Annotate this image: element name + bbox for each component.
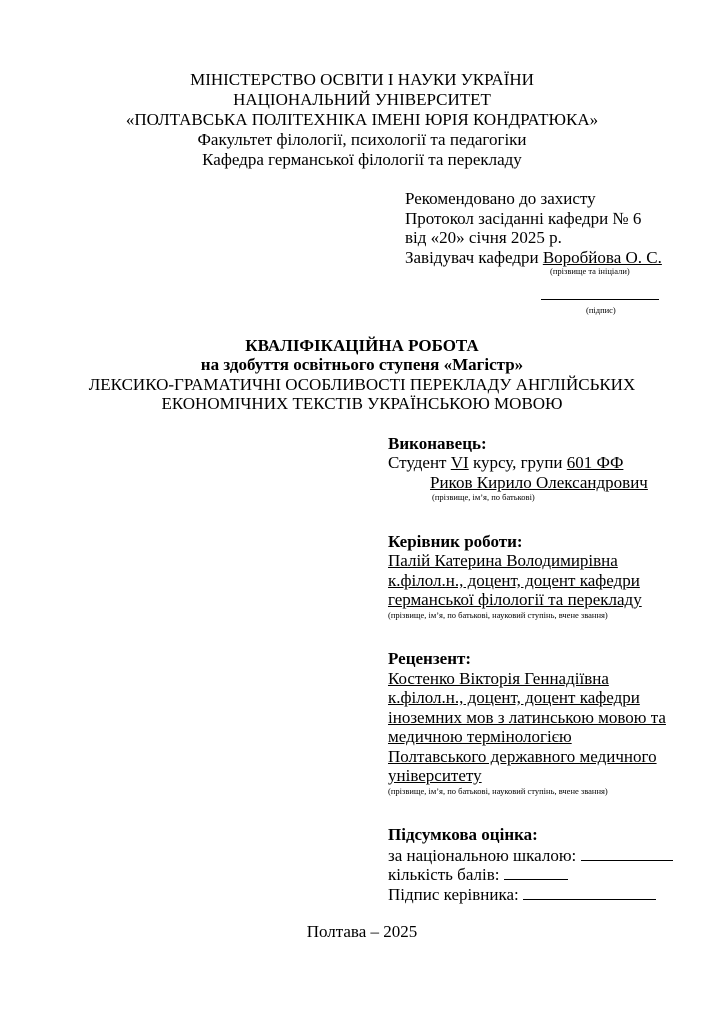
work-type-title: КВАЛІФІКАЦІЙНА РОБОТА	[245, 336, 479, 355]
approval-protocol: Протокол засіданні кафедри № 6	[405, 209, 642, 228]
reviewer-heading: Рецензент:	[388, 649, 472, 668]
grade-national-scale	[388, 845, 673, 866]
supervisor-signature-label: Підпис керівника:	[388, 885, 523, 904]
national-scale-blank	[581, 845, 673, 861]
course-mid: курсу, групи	[468, 453, 567, 472]
supervisor-department: германської філології та перекладу	[388, 590, 642, 609]
topic-line-1: ЛЕКСИКО-ГРАМАТИЧНІ ОСОБЛИВОСТІ ПЕРЕКЛАДУ АНГЛІЙСЬКИХ	[88, 375, 636, 394]
reviewer-institution-2: університету	[388, 766, 482, 785]
university-line-1: НАЦІОНАЛЬНИЙ УНІВЕРСИТЕТ	[233, 90, 491, 109]
approval-date: від «20» січня 2025 р.	[405, 228, 562, 247]
approval-head-line	[405, 248, 662, 268]
reviewer-institution-1: Полтавського державного медичного	[388, 747, 657, 766]
supervisor-signature-blank	[523, 884, 656, 900]
reviewer-caption: (прізвище, ім’я, по батькові, науковий ступінь, вчене звання)	[388, 786, 608, 796]
city-year: Полтава – 2025	[306, 922, 418, 941]
signature-line	[541, 299, 659, 300]
performer-heading: Виконавець:	[388, 434, 487, 453]
national-scale-label: за національною шкалою:	[388, 846, 581, 865]
group-value: 601 ФФ	[566, 453, 624, 472]
grade-heading: Підсумкова оцінка:	[388, 825, 538, 844]
student-prefix: Студент	[388, 453, 451, 472]
supervisor-caption: (прізвище, ім’я, по батькові, науковий ступінь, вчене звання)	[388, 610, 608, 620]
reviewer-department-1: іноземних мов з латинською мовою та	[388, 708, 666, 727]
performer-student-line	[388, 453, 623, 473]
course-value: VI	[450, 453, 469, 472]
approval-head-label: Завідувач кафедри	[405, 248, 543, 267]
reviewer-degree: к.філол.н., доцент, доцент кафедри	[388, 688, 640, 707]
reviewer-name: Костенко Вікторія Геннадіївна	[388, 669, 609, 688]
grade-supervisor-signature	[388, 884, 656, 905]
signature-caption: (підпис)	[586, 305, 616, 315]
performer-name: Риков Кирило Олександрович	[430, 473, 648, 492]
grade-points	[388, 864, 568, 885]
department-line: Кафедра германської філології та перекладу	[202, 150, 522, 169]
ministry-line: МІНІСТЕРСТВО ОСВІТИ І НАУКИ УКРАЇНИ	[190, 70, 534, 89]
degree-line: на здобуття освітнього ступеня «Магістр»	[200, 355, 524, 374]
approval-recommended: Рекомендовано до захисту	[405, 189, 596, 208]
faculty-line: Факультет філології, психології та педагогіки	[197, 130, 527, 149]
supervisor-degree: к.філол.н., доцент, доцент кафедри	[388, 571, 640, 590]
supervisor-name: Палій Катерина Володимирівна	[388, 551, 618, 570]
performer-caption: (прізвище, ім’я, по батькові)	[432, 492, 535, 502]
supervisor-heading: Керівник роботи:	[388, 532, 523, 551]
reviewer-department-2: медичною термінологією	[388, 727, 572, 746]
points-label: кількість балів:	[388, 865, 504, 884]
approval-head-name: Воробйова О. С.	[542, 248, 662, 267]
points-blank	[504, 864, 568, 880]
topic-line-2: ЕКОНОМІЧНИХ ТЕКСТІВ УКРАЇНСЬКОЮ МОВОЮ	[161, 394, 563, 413]
university-line-2: «ПОЛТАВСЬКА ПОЛІТЕХНІКА ІМЕНІ ЮРІЯ КОНДРАТЮКА»	[125, 110, 599, 129]
approval-head-caption: (прізвище та ініціали)	[550, 266, 630, 276]
